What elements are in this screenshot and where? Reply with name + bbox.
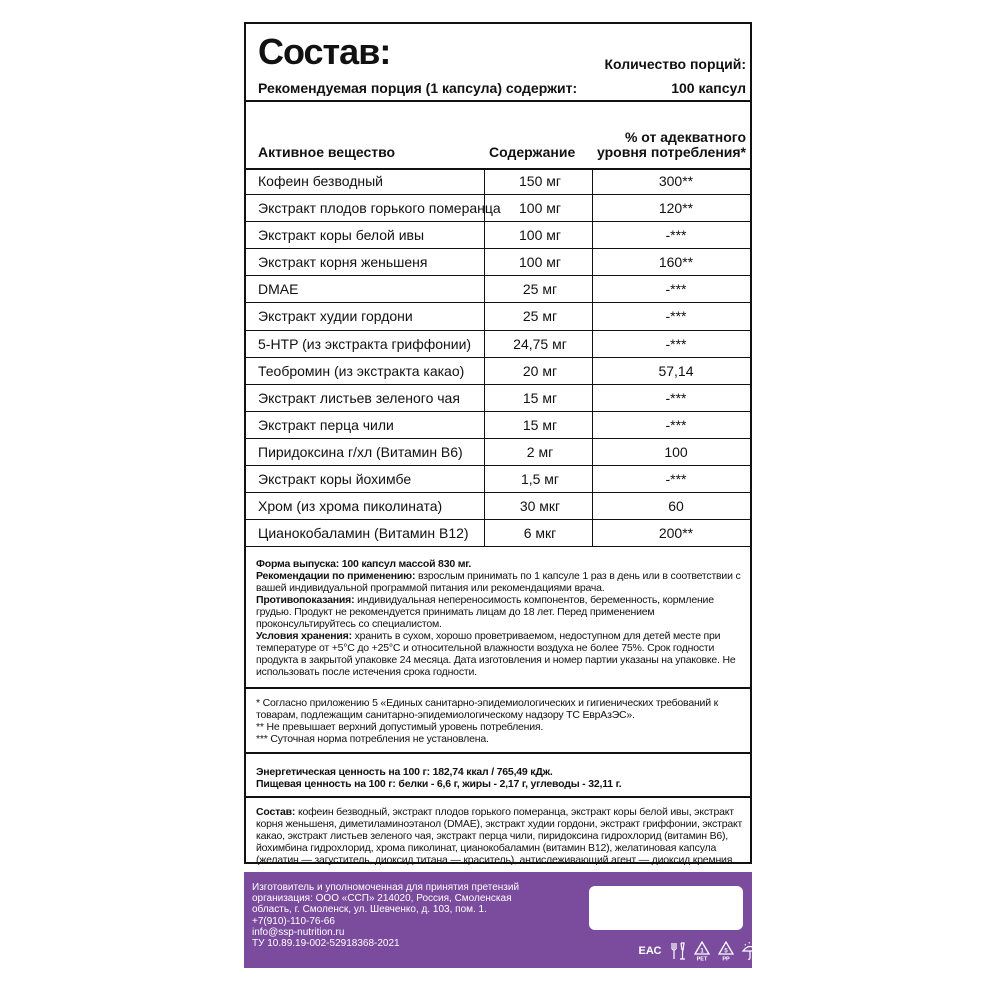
contraindications: Противопоказания: индивидуальная непереносимость компонентов, беременность, кормление грудью. Продукт не рекомендуется принимать лицам до 18 лет. Перед применением проконсультируйтесь со специалистом.	[256, 594, 714, 630]
table-row: Кофеин безводный 150 мг 300**	[246, 168, 750, 195]
manufacturer-info: Изготовитель и уполномоченная для принятия претензий организация: ООО «ССП» 214020, Россия, Смоленская область, г. Смоленск, ул. Шевченко, д. 103, пом. 1. +7(910)-110-76-66 info@ssp-nutrition.ru ТУ 10.89.19-002-52918368-2021	[252, 882, 520, 950]
serving-text: Рекомендуемая порция (1 капсула) содержит:	[258, 80, 578, 96]
table-row: Экстракт плодов горького померанца 100 мг 120**	[246, 195, 750, 222]
table-row: Экстракт коры белой ивы 100 мг -***	[246, 222, 750, 249]
recycle-pet-icon	[693, 941, 711, 961]
col-header-percent: % от адекватного уровня потребления*	[597, 129, 746, 160]
table-row: Экстракт коры йохимбе 1,5 мг -***	[246, 466, 750, 493]
release-form: Форма выпуска: 100 капсул массой 830 мг.	[256, 558, 472, 570]
portions-value: 100 капсул	[671, 80, 746, 96]
footnote: * Согласно приложению 5 «Единых санитарно-эпидемиологических и гигиенических требований к товарам, подлежащим санитарно-эпидемиологическому надзору ТС ЕврАзЭС».	[256, 697, 718, 721]
table-row: DMAE 25 мг -***	[246, 276, 750, 303]
composition-label: Состав:	[256, 806, 296, 818]
table-row: 5-HTP (из экстракта гриффонии) 24,75 мг -***	[246, 331, 750, 358]
table-row: Пиридоксина г/хл (Витамин В6) 2 мг 100	[246, 439, 750, 466]
footnote: *** Суточная норма потребления не установлена.	[256, 733, 489, 745]
ingredients-table	[246, 168, 750, 547]
composition	[256, 806, 744, 866]
storage-conditions: Условия хранения: хранить в сухом, хорошо проветриваемом, недоступном для детей месте при температуре от +5°С до +25°С и относительной влажности воздуха не более 75%. Срок годности продукта в закрытой упаковке 24 месяца. Дата изготовления и номер партии указаны на упаковке. Не использовать после истечения срока годности.	[256, 630, 736, 678]
svg-text:1: 1	[700, 948, 704, 955]
recycle-pp-icon	[717, 941, 735, 961]
svg-text:PET: PET	[696, 956, 708, 961]
table-row: Цианокобаламин (Витамин В12) 6 мкг 200**	[246, 520, 750, 547]
usage-info	[256, 558, 744, 678]
nutrition-info	[256, 766, 744, 790]
svg-text:5: 5	[724, 948, 728, 955]
table-row: Экстракт корня женьшеня 100 мг 160**	[246, 249, 750, 276]
divider	[246, 752, 750, 754]
divider	[246, 687, 750, 689]
composition-text: кофеин безводный, экстракт плодов горького померанца, экстракт коры белой ивы, экстракт корня женьшеня, диметиламиноэтанол (DMAE), экстракт худии гордони, экстракт гриффонии, экстракт какао, экстракт листьев зеленого чая, экстракт перца чили, пиридоксина гидрохлорид (витамин В6), йохимбина гидрохлорид, хрома пиколинат, цианокобаламин (витамин В12), желатиновая капсула (желатин — загуститель, диоксид титана — краситель), антислеживающий агент — диоксид кремния.	[256, 806, 743, 866]
footnotes	[256, 697, 744, 745]
table-header	[246, 116, 750, 168]
table-row: Экстракт перца чили 15 мг -***	[246, 412, 750, 439]
divider	[246, 796, 750, 798]
fork-glass-icon	[669, 941, 687, 961]
table-row: Хром (из хрома пиколината) 30 мкг 60	[246, 493, 750, 520]
usage-recommendations: Рекомендации по применению: взрослым принимать по 1 капсуле 1 раз в день или в соответствии с вашей индивидуальной программой питания или рекомендациями врача.	[256, 570, 741, 594]
batch-info-box	[589, 886, 743, 930]
keep-dry-umbrella-icon	[741, 941, 759, 961]
table-row: Теобромин (из экстракта какао) 20 мг 57,14	[246, 358, 750, 385]
label-panel	[244, 22, 752, 864]
table-row: Экстракт листьев зеленого чая 15 мг -***	[246, 385, 750, 412]
divider	[246, 100, 750, 102]
table-row: Экстракт худии гордони 25 мг -***	[246, 303, 750, 330]
manufacturer-footer	[244, 872, 752, 968]
col-header-content: Содержание	[489, 144, 576, 160]
col-header-substance: Активное вещество	[258, 144, 396, 160]
energy-value: Энергетическая ценность на 100 г: 182,74 ккал / 765,49 кДж.	[256, 766, 553, 778]
eac-icon: ЕАС	[638, 945, 662, 957]
nutrition-value: Пищевая ценность на 100 г: белки - 6,6 г, жиры - 2,17 г, углеводы - 32,11 г.	[256, 778, 622, 790]
portions-label: Количество порций:	[604, 56, 746, 72]
page-title: Состав:	[258, 31, 391, 72]
certification-icons	[637, 940, 759, 962]
footnote: ** Не превышает верхний допустимый уровень потребления.	[256, 721, 544, 733]
svg-text:PP: PP	[722, 956, 730, 961]
